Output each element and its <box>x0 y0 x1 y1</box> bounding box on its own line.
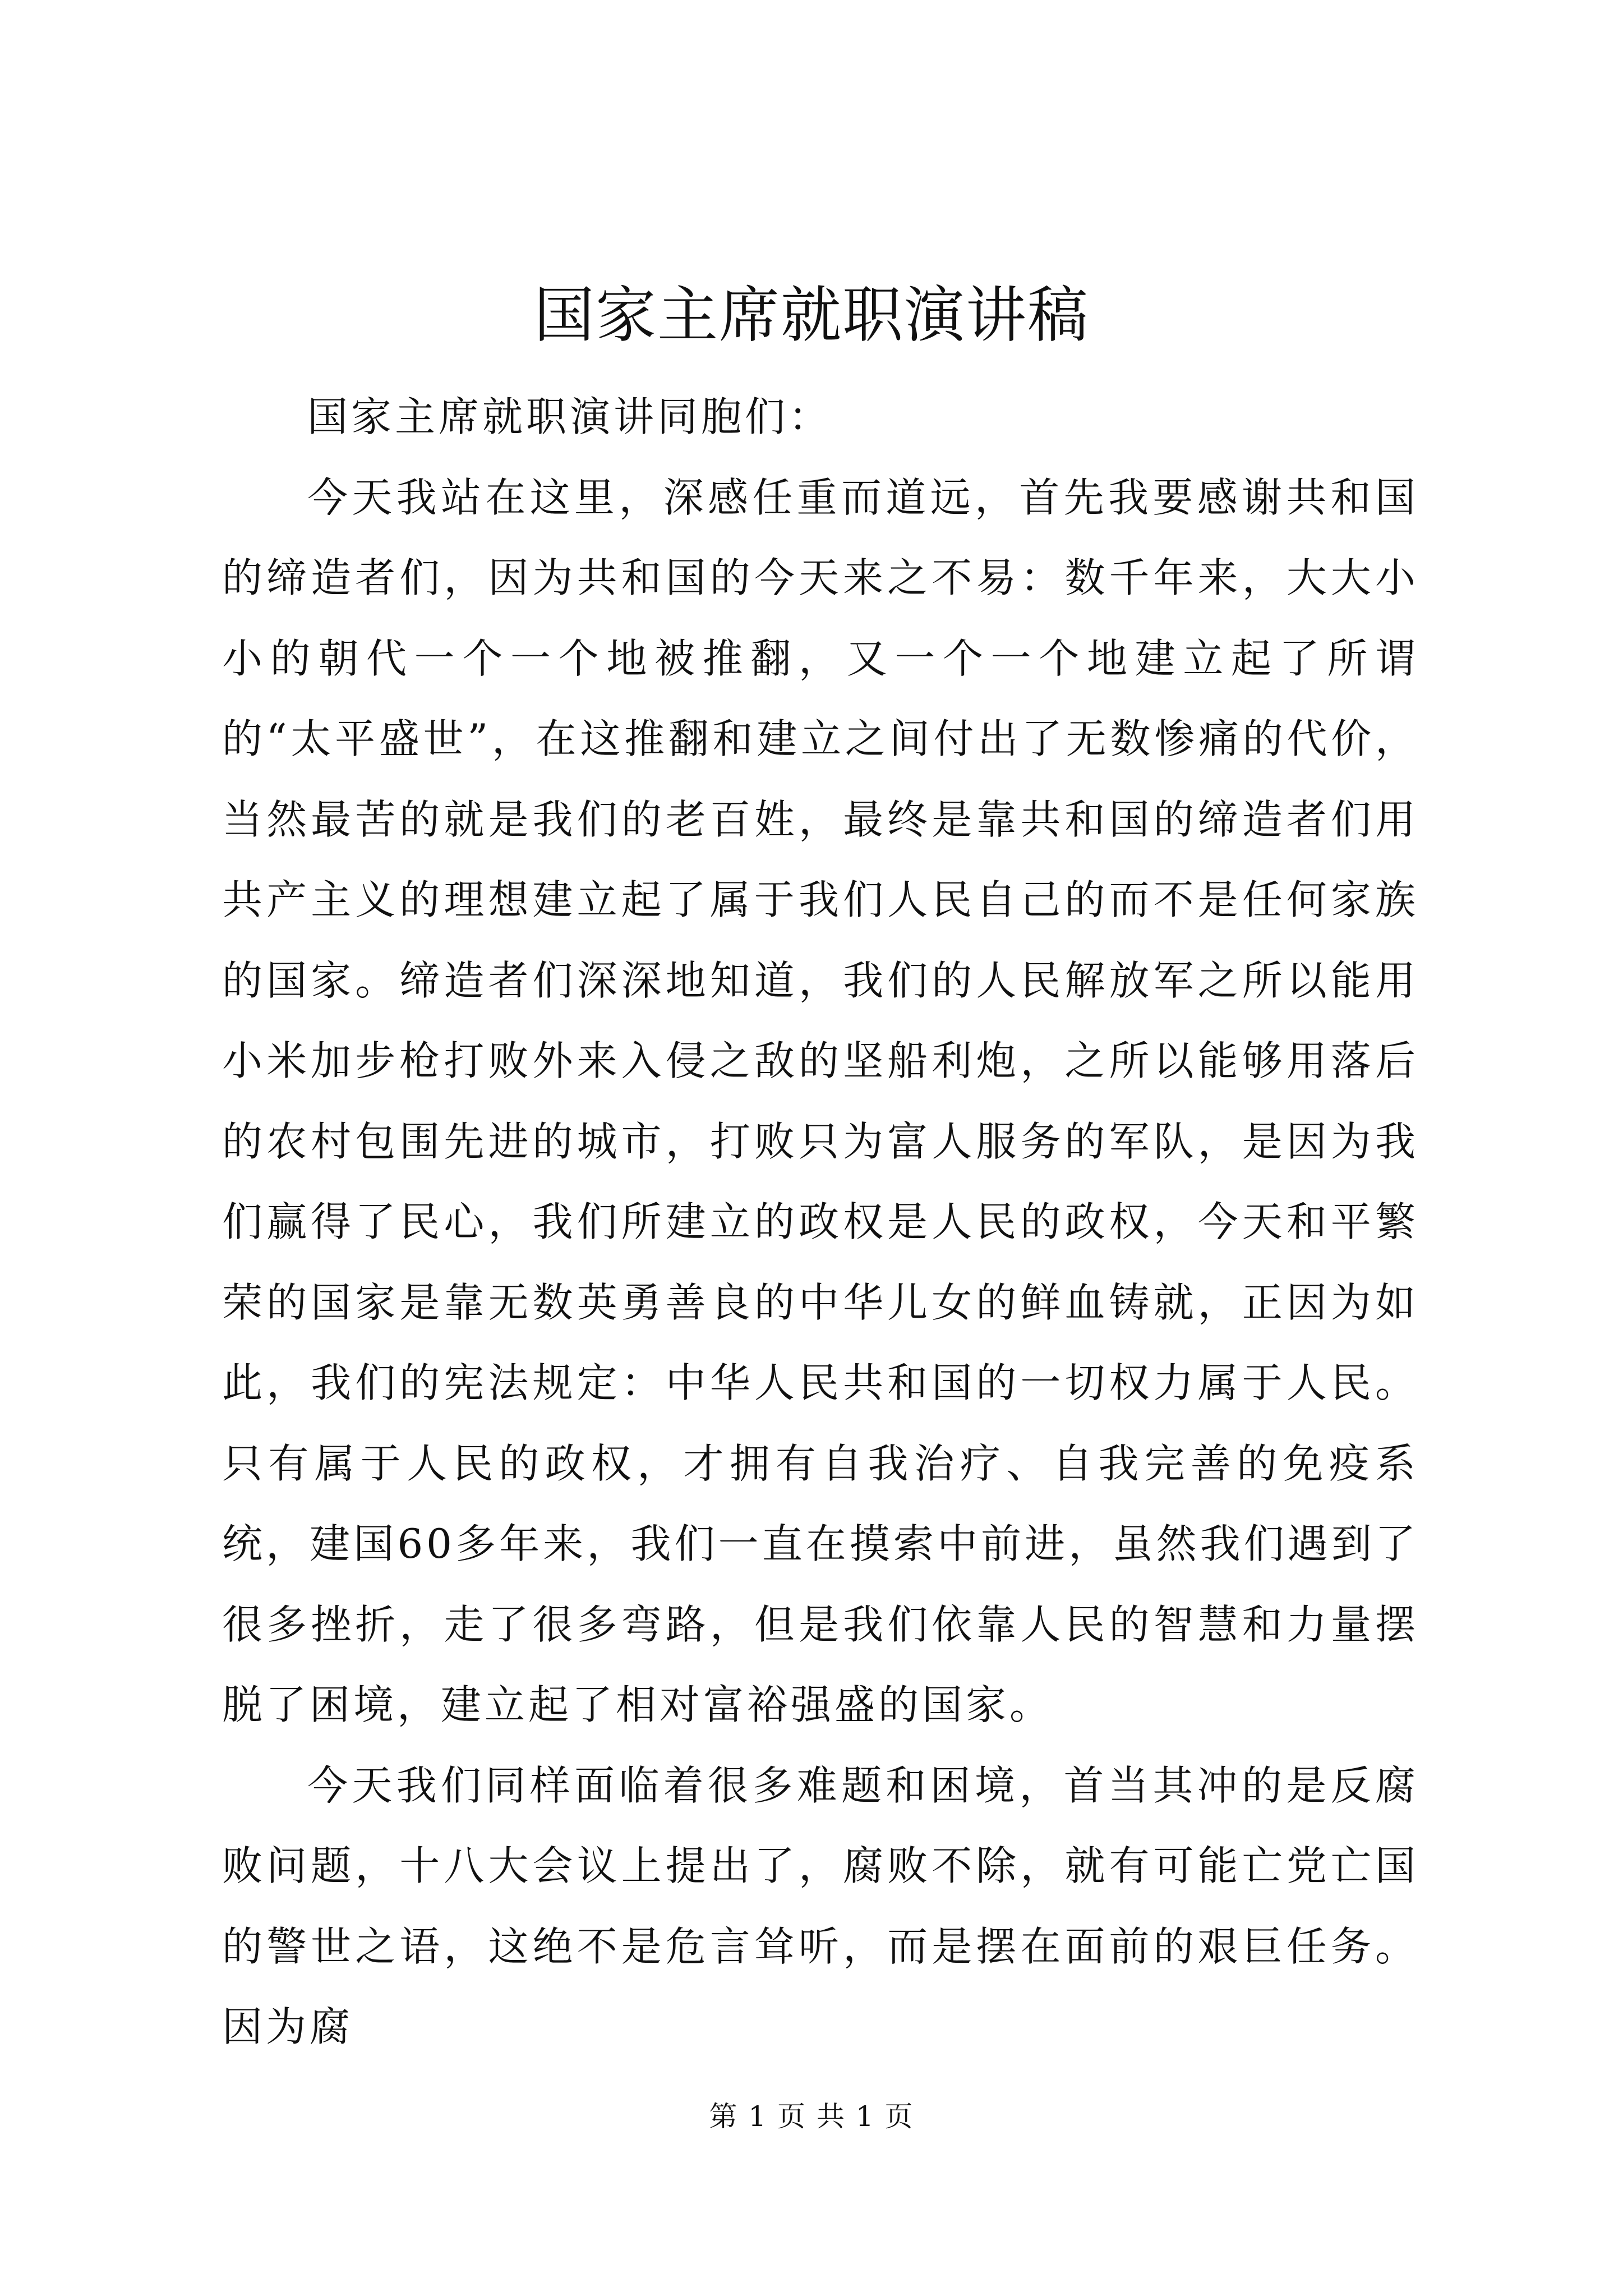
document-title: 国家主席就职演讲稿 <box>533 280 1089 351</box>
paragraph-2: 今天我们同样面临着很多难题和困境，首当其冲的是反腐败问题，十八大会议上提出了，腐败不除，就有可能亡党亡国的警世之语，这绝不是危言耸听，而是摆在面前的艰巨任务。因为腐 <box>222 1761 1419 2050</box>
paragraph-1: 今天我站在这里，深感任重而道远，首先我要感谢共和国的缔造者们，因为共和国的今天来之不易：数千年来，大大小小的朝代一个一个地被推翻，又一个一个地建立起了所谓的“太平盛世”，在这推翻和建立之间付出了无数惨痛的代价，当然最苦的就是我们的老百姓，最终是靠共和国的缔造者们用共产主义的理想建立起了属于我们人民自己的而不是任何家族的国家。缔造者们深深地知道，我们的人民解放军之所以能用小米加步枪打败外来入侵之敌的坚船利炮，之所以能够用落后的农村包围先进的城市，打败只为富人服务的军队，是因为我们赢得了民心，我们所建立的政权是人民的政权，今天和平繁荣的国家是靠无数英勇善良的中华儿女的鲜血铸就，正因为如此，我们的宪法规定：中华人民共和国的一切权力属于人民。只有属于人民的政权，才拥有自我治疗、自我完善的免疫系统，建国60多年来，我们一直在摸索中前进，虽然我们遇到了很多挫折，走了很多弯路，但是我们依靠人民的智慧和力量摆脱了困境，建立起了相对富裕强盛的国家。 <box>222 473 1419 1728</box>
page-footer: 第 1 页 共 1 页 <box>709 2100 914 2133</box>
document-body <box>222 377 1419 2068</box>
paragraph-greeting: 国家主席就职演讲同胞们： <box>307 393 833 440</box>
